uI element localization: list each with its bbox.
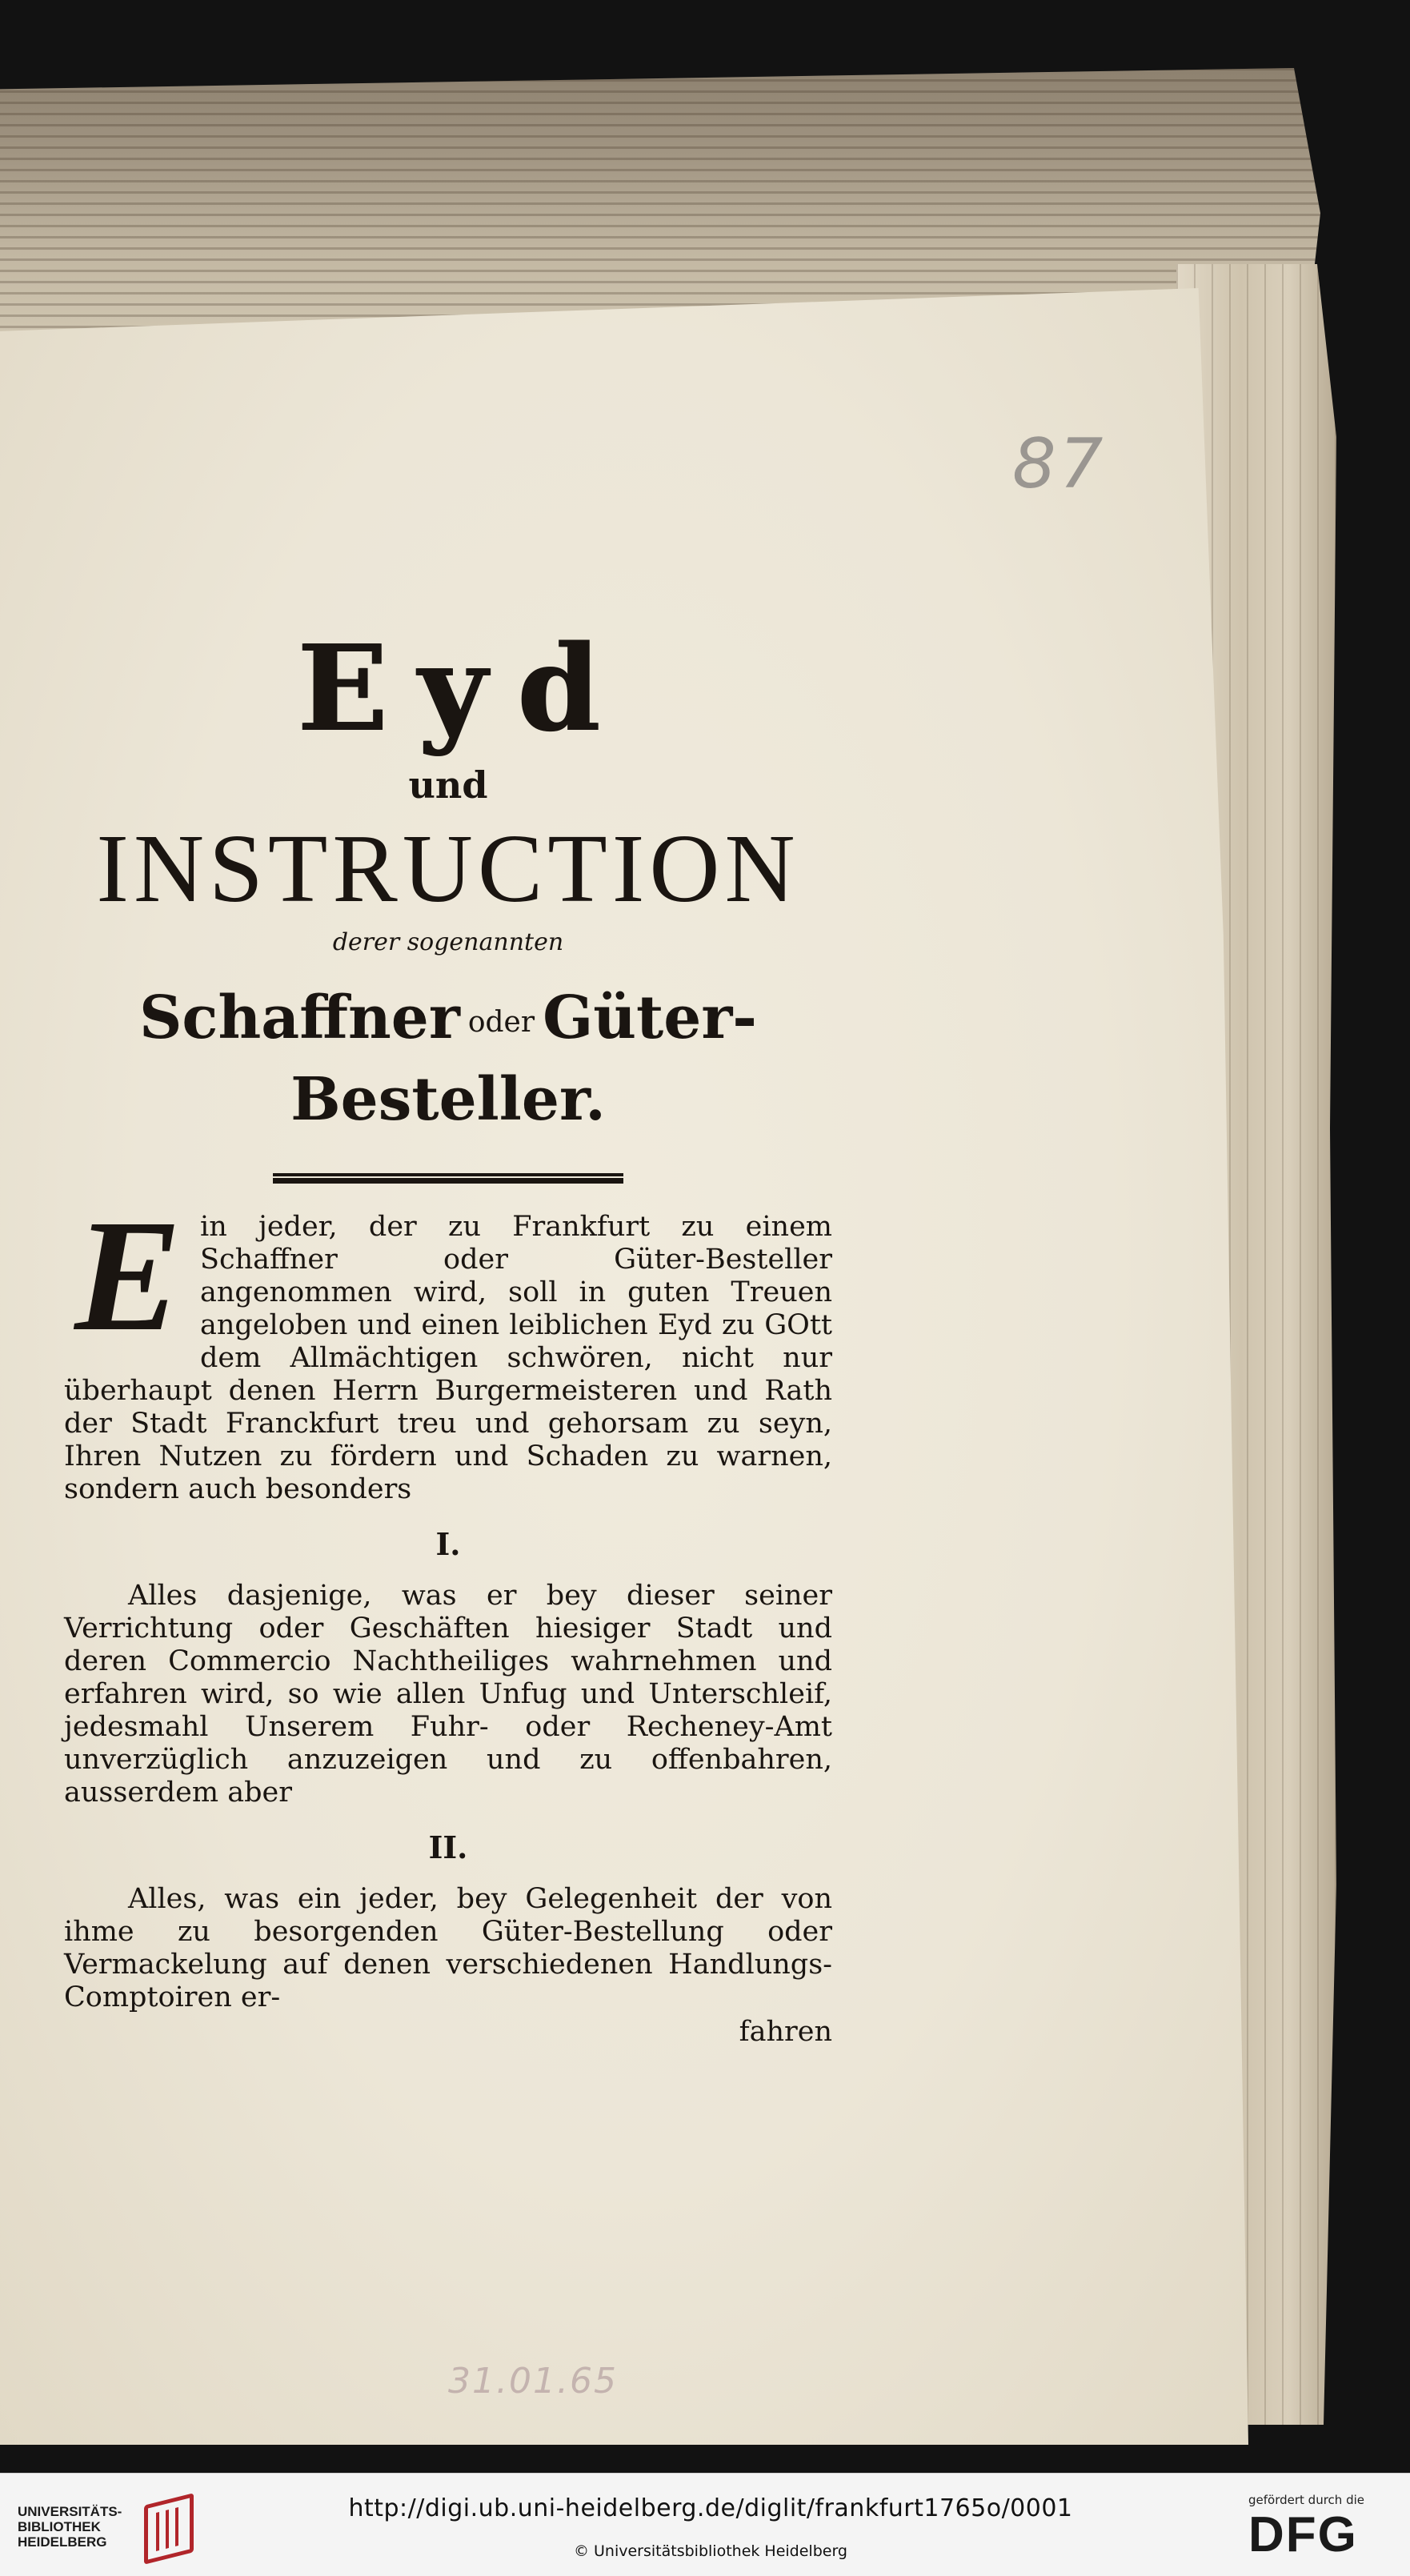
section-text-2: Alles, was ein jeder, bey Gelegenheit der von ihme zu besorgenden Güter-Bestellung oder Vermackelung auf denen verschiedenen Handlungs-Comptoiren er- <box>64 1882 832 2013</box>
funding-caption: gefördert durch die <box>1248 2493 1364 2507</box>
role-schaffner: Schaffner <box>138 984 460 1052</box>
copyright-notice: © Universitätsbibliothek Heidelberg <box>573 2542 847 2560</box>
title-role <box>64 980 832 1138</box>
viewer-footer <box>0 2473 1410 2576</box>
ub-logo-icon <box>144 2493 194 2564</box>
ub-heidelberg-logo[interactable] <box>18 2504 218 2552</box>
title-instruction: INSTRUCTION <box>96 815 800 923</box>
permalink-url[interactable]: http://digi.ub.uni-heidelberg.de/diglit/frankfurt1765o/0001 <box>348 2494 1073 2522</box>
section-text-1: Alles dasjenige, was er bey dieser seiner Verrichtung oder Geschäften hiesiger Stadt und deren Commercio Nachtheiliges wahrnehmen und erfahren wird, so wie allen Unfug und Unterschleif, jedesmahl Unserem Fuhr- oder Recheney-Amt unverzüglich anzuzeigen und zu offenbahren, ausserdem aber <box>64 1579 832 1809</box>
section-number-2: II. <box>428 1829 468 1865</box>
drop-cap: E <box>74 1187 182 1364</box>
catchword: fahren <box>739 2015 832 2048</box>
dfg-logo: DFG <box>1248 2507 1358 2562</box>
title-und: und <box>408 763 488 807</box>
title-subtitle: derer sogenannten <box>332 928 564 956</box>
library-line-3: HEIDELBERG <box>18 2534 107 2550</box>
title-rule <box>273 1173 623 1184</box>
intro-paragraph <box>64 1187 832 1506</box>
archive-number: 87 <box>1012 424 1107 504</box>
library-line-1: UNIVERSITÄTS- <box>18 2504 122 2519</box>
dfg-funding-block[interactable] <box>1248 2493 1400 2562</box>
role-oder: oder <box>467 1005 535 1039</box>
section-number-1: I. <box>435 1525 461 1562</box>
pencil-mark: 31.01.65 <box>448 2361 618 2402</box>
title-eyd: Eyd <box>296 619 631 758</box>
intro-text: in jeder, der zu Frankfurt zu einem Schaffner oder Güter-Besteller angenommen wird, soll in guten Treuen angeloben und einen leiblichen Eyd zu GOtt dem Allmächtigen schwören, nicht nur überhaupt denen Herrn Burgermeisteren und Rath der Stadt Franckfurt treu und gehorsam zu seyn, Ihren Nutzen zu fördern und Schaden zu warnen, sondern auch besonders <box>64 1210 832 1505</box>
body-text <box>64 1187 832 2049</box>
role-gueter-besteller: Güter-Besteller. <box>290 984 758 1134</box>
library-line-2: BIBLIOTHEK <box>18 2519 101 2534</box>
document-text-block <box>64 619 832 2049</box>
